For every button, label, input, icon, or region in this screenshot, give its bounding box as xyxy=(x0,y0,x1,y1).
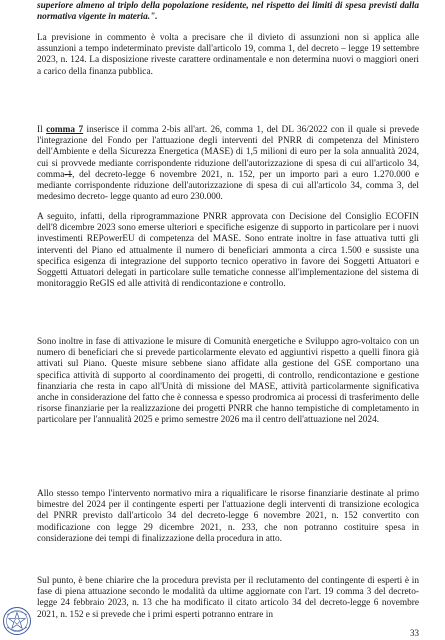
republic-seal-icon xyxy=(2,606,32,636)
paragraph-5: Allo stesso tempo l'intervento normativo mira a riqualificare le risorse finanziarie destinate al primo bimestre del 2024 per il contingente esperti per l'attuazione degli interventi di transizione ecologica del PNRR previsto dall'articolo 34 del decreto-legge 6 novembre 2021, n. 152 convertito con modificazione con legge 29 dicembre 2021, n. 233, che non potranno costituire spesa in considerazione dei tempi di finalizzazione della procedura in atto. xyxy=(37,489,419,544)
paragraph-4: Sono inoltre in fase di attivazione le misure di Comunità energetiche e Sviluppo agro-voltaico con un numero di beneficiari che si prevede particolarmente elevato ed aggiuntivi rispetto a quelli finora già attivati sul Piano. Queste misure sebbene siano affidate alla gestione del GSE comportano una specifica attività di supporto al coordinamento dei progetti, di controllo, rendicontazione e gestione finanziaria che resta in capo all'Unità di missione del MASE, attività particolarmente significativa anche in considerazione del fatto che è connessa e spesso prodromica ai processi di trasferimento delle risorse finanziarie per la realizzazione dei progetti PNRR che hanno tempistiche di completamento in particolare per l'annualità 2025 e primo semestre 2026 ma il centro dell'attuazione nel 2024. xyxy=(37,337,419,426)
paragraph-2 xyxy=(37,125,419,203)
quote-continuation: superiore almeno al triplo della popolazione residente, nel rispetto dei limiti di spesa previsti dalla normativa vigente in materia.". xyxy=(37,1,419,23)
document-page xyxy=(37,0,419,640)
paragraph-2-body-a: inserisce il comma 2-bis all'art. 26, comma 1, del DL 36/2022 con il quale si prevede l'integrazione del Fondo per l'attuazione degli interventi del PNRR di competenza del Ministero dell'Ambiente e della Sicurezza Energetica (MASE) di 1,5 milioni di euro per la sola annualità 2024, cui si provvede mediante corrispondente riduzione dell'autorizzazione di spesa di cui all'articolo 34, comma xyxy=(37,125,419,180)
paragraph-2-prefix: Il xyxy=(37,125,47,135)
page-number: 33 xyxy=(410,628,419,638)
paragraph-3: A seguito, infatti, della riprogrammazione PNRR approvata con Decisione del Consiglio ECOFIN dell'8 dicembre 2023 sono emerse ulteriori e specifiche esigenze di supporto in particolare per i nuovi investimenti REPowerEU di competenza del MASE. Sono entrate inoltre in fase attuativa tutti gli interventi del Piano ed attualmente il numero di beneficiari ammonta a circa 1.500 e sussiste una specifica esigenza di integrazione del supporto tecnico operativo in favore dei Soggetti Attuatori e Soggetti Attuatori delegati in particolare sulle tematiche connesse all'implementazione del sistema di monitoraggio ReGIS ed alle attività di rendicontazione e controllo. xyxy=(37,212,419,290)
paragraph-2-body-b: , del decreto-legge 6 novembre 2021, n. 152, per un importo pari a euro 1.270.000 e mediante corrispondente riduzione dell'autorizzazione di spesa di cui all'articolo 34, comma 3, del medesimo decreto- legge quanto ad euro 230.000. xyxy=(37,169,419,203)
paragraph-6: Sul punto, è bene chiarire che la procedura prevista per il reclutamento del contingente di esperti è in fase di piena attuazione secondo le modalità da ultime aggiornate con l'art. 19 comma 3 del decreto-legge 24 febbraio 2023, n. 13 che ha modificato il citato articolo 34 del decreto-legge 6 novembre 2021, n. 152 e si prevede che i primi esperti potranno entrare in xyxy=(37,576,419,620)
paragraph-1: La previsione in commento è volta a precisare che il divieto di assunzioni non si applica alle assunzioni a tempo indeterminato previste dall'articolo 19, comma 1, del decreto – legge 19 settembre 2023, n. 124. La disposizione riveste carattere ordinamentale e non determina nuovi o maggiori oneri a carico della finanza pubblica. xyxy=(37,33,419,77)
struck-text: -1 xyxy=(64,169,73,180)
comma-7-reference: comma 7 xyxy=(46,125,84,135)
